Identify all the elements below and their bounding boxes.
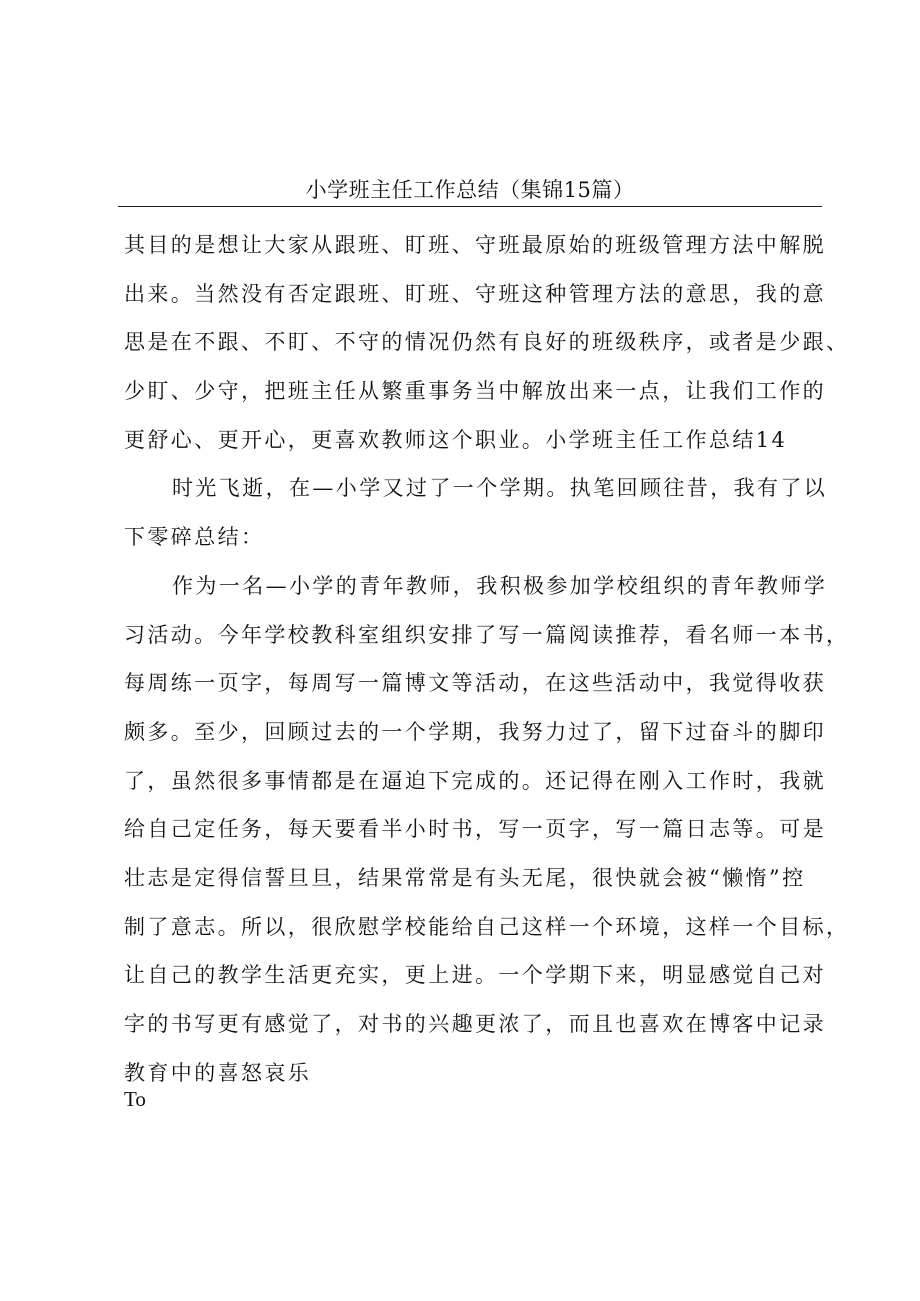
document-title: 小学班主任工作总结（集锦15篇）: [305, 178, 635, 202]
body-line-6: 时光飞逝，在—小学又过了一个学期。执笔回顾往昔，我有了以: [172, 476, 828, 501]
body-line-3: 思是在不跟、不盯、不守的情况仍然有良好的班级秩序，或者是少跟、: [124, 330, 850, 355]
body-line-4: 少盯、少守，把班主任从繁重事务当中解放出来一点，让我们工作的: [124, 379, 826, 404]
body-line-17: 字的书写更有感觉了，对书的兴趣更浓了，而且也喜欢在博客中记录: [124, 1012, 826, 1036]
body-line-12: 了，虽然很多事情都是在逼迫下完成的。还记得在刚入工作时，我就: [124, 768, 826, 793]
document-header: [118, 170, 822, 207]
body-line-18: 教育中的喜怒哀乐: [124, 1060, 312, 1085]
body-line-5: 更舒心、更开心，更喜欢教师这个职业。小学班主任工作总结14: [124, 427, 788, 452]
body-line-10: 每周练一页字，每周写一篇博文等活动，在这些活动中，我觉得收获: [124, 671, 826, 696]
body-line-8: 作为一名—小学的青年教师，我积极参加学校组织的青年教师学: [172, 573, 828, 598]
body-line-14: 壮志是定得信誓旦旦，结果常常是有头无尾，很快就会被“懒惰”控: [124, 865, 806, 890]
body-line-15: 制了意志。所以，很欣慰学校能给自己这样一个环境，这样一个目标，: [124, 914, 850, 939]
body-line-7: 下零碎总结：: [124, 525, 265, 550]
body-line-13: 给自己定任务，每天要看半小时书，写一页字，写一篇日志等。可是: [124, 817, 826, 842]
body-line-2: 出来。当然没有否定跟班、盯班、守班这种管理方法的意思，我的意: [124, 281, 826, 306]
body-line-9: 习活动。今年学校教科室组织安排了写一篇阅读推荐，看名师一本书，: [124, 622, 850, 647]
footer-note: To: [124, 1087, 146, 1111]
body-line-1: 其目的是想让大家从跟班、盯班、守班最原始的班级管理方法中解脱: [124, 233, 826, 257]
document-body: [124, 223, 850, 1099]
body-line-16: 让自己的教学生活更充实，更上进。一个学期下来，明显感觉自己对: [124, 963, 826, 988]
body-line-11: 颇多。至少，回顾过去的一个学期，我努力过了，留下过奋斗的脚印: [124, 719, 826, 744]
